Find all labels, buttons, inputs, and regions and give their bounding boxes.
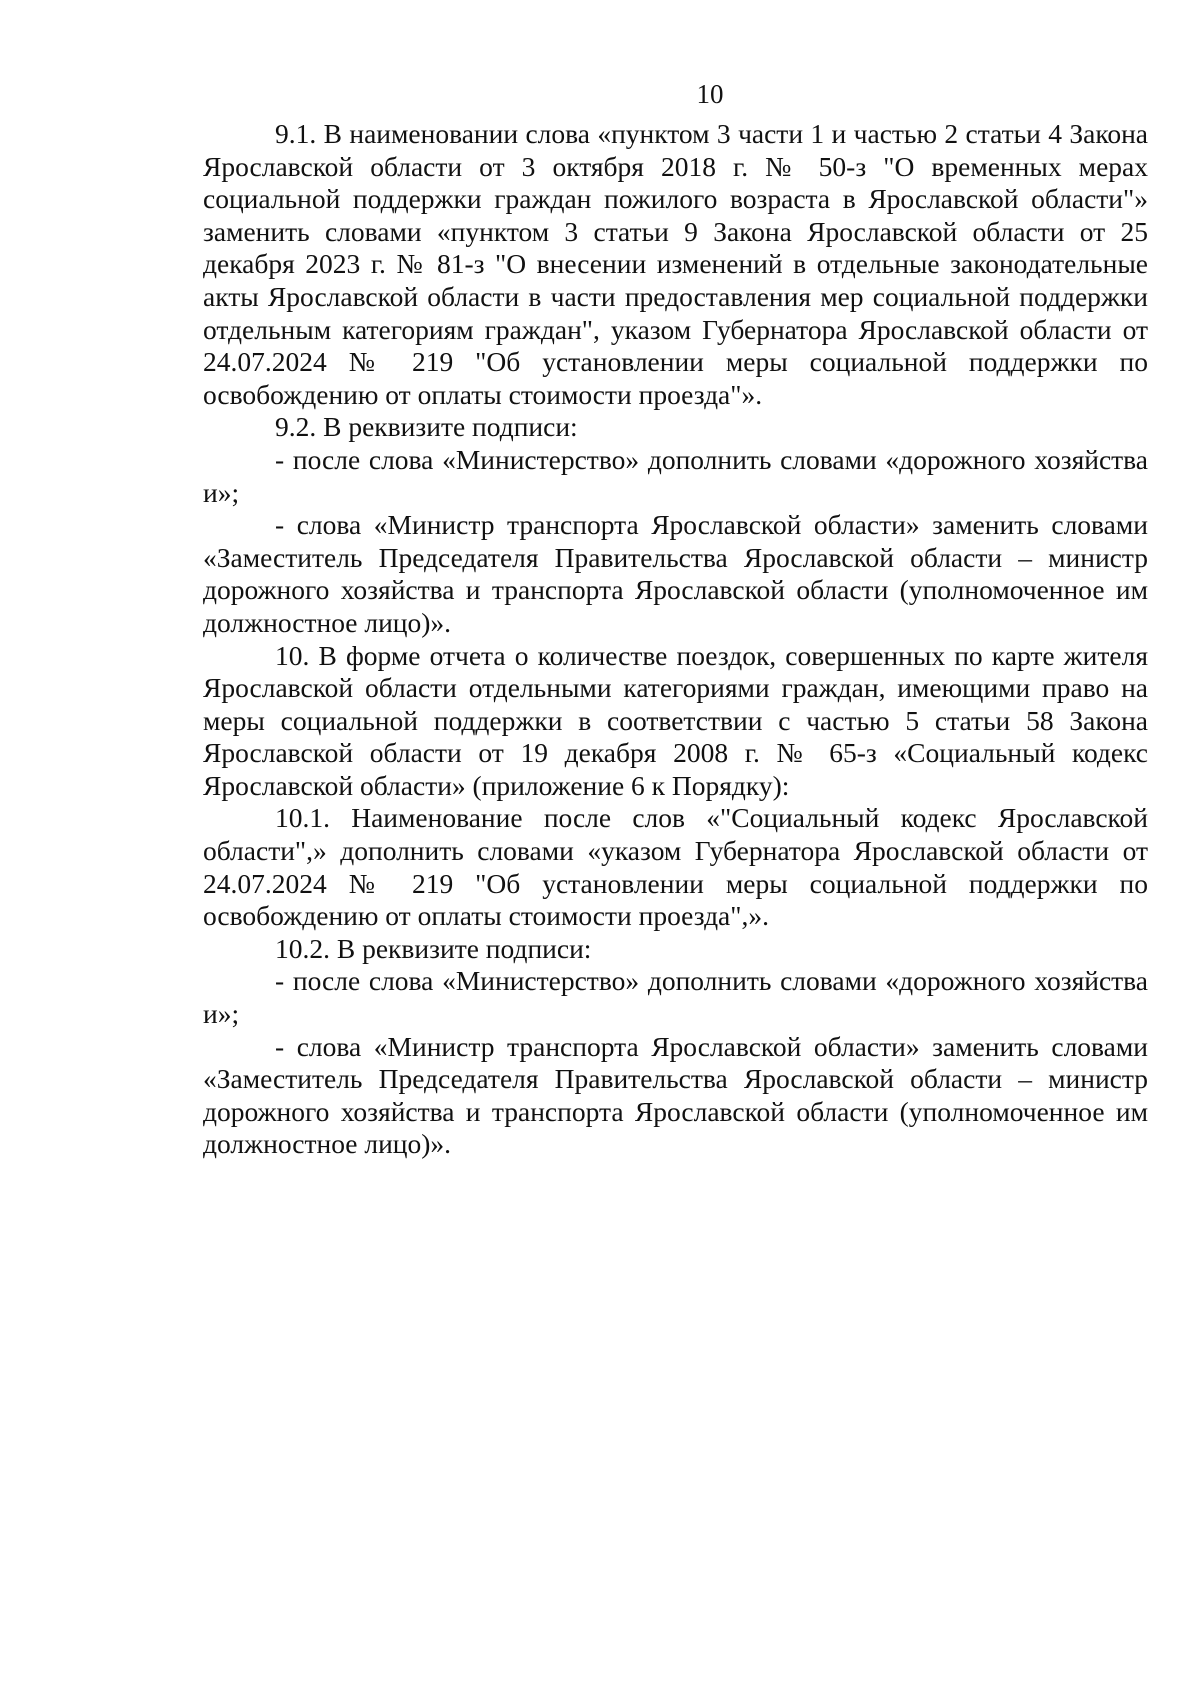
paragraph-9-2-item-2: - слова «Министр транспорта Ярославской области» заменить словами «Заместитель Председателя Правительства Ярославской области – министр дорожного хозяйства и транспорта Ярославской области (уполномоченное им должностное лицо)». [203,509,1148,638]
paragraph-10-2-item-2: - слова «Министр транспорта Ярославской области» заменить словами «Заместитель Председателя Правительства Ярославской области – министр дорожного хозяйства и транспорта Ярославской области (уполномоченное им должностное лицо)». [203,1030,1148,1160]
page-number-text: 10 [696,79,724,109]
paragraph-9-2: 9.2. В реквизите подписи: [275,411,578,443]
paragraph-10-2: 10.2. В реквизите подписи: [275,932,592,964]
paragraph-9-2-item-1: - после слова «Министерство» дополнить словами «дорожного хозяйства и»; [203,443,1148,508]
page-number [0,78,1200,110]
paragraph-9-1: 9.1. В наименовании слова «пунктом 3 части 1 и частью 2 статьи 4 Закона Ярославской области от 3 октября 2018 г. № 50-з "О временных мерах социальной поддержки граждан пожилого возраста в Ярославской области"» заменить словами «пунктом 3 статьи 9 Закона Ярославской области от 25 декабря 2023 г. № 81-з "О внесении изменений в отдельные законодательные акты Ярославской области в части предоставления мер социальной поддержки отдельным категориям граждан", указом Губернатора Ярославской области от 24.07.2024 № 219 "Об установлении меры социальной поддержки по освобождению от оплаты стоимости проезда"». [203,118,1148,410]
paragraph-10-2-item-1: - после слова «Министерство» дополнить словами «дорожного хозяйства и»; [203,965,1148,1030]
document-body [203,118,1148,1161]
paragraph-10: 10. В форме отчета о количестве поездок, совершенных по карте жителя Ярославской области отдельными категориями граждан, имеющими право на меры социальной поддержки в соответствии с частью 5 статьи 58 Закона Ярославской области от 19 декабря 2008 г. № 65-з «Социальный кодекс Ярославской области» (приложение 6 к Порядку): [203,639,1148,801]
paragraph-10-1: 10.1. Наименование после слов «"Социальный кодекс Ярославской области",» дополнить словами «указом Губернатора Ярославской области от 24.07.2024 № 219 "Об установлении меры социальной поддержки по освобождению от оплаты стоимости проезда",». [203,802,1148,932]
